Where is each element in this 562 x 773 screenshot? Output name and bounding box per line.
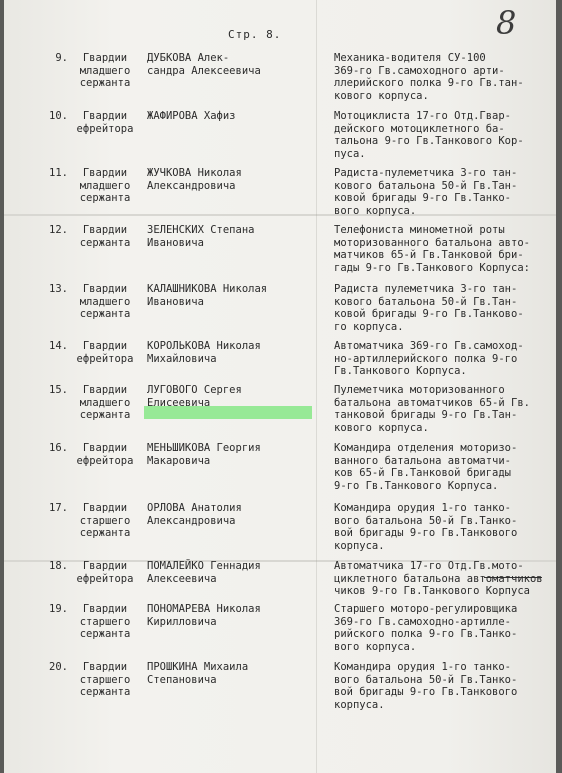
entry-name: ЛУГОВОГО Сергея Елисеевича: [147, 384, 242, 409]
entry-rank: Гвардии младшего сержанта: [79, 283, 131, 320]
handwritten-sheet-number: 8: [496, 4, 517, 42]
entry-name: ЖУЧКОВА Николая Александровича: [147, 167, 242, 192]
entry-position: Телефониста минометной роты моторизованного батальона авто- матчиков 65-й Гв.Танковой бри- гады 9-го Гв.Танкового Корпуса:: [334, 224, 530, 274]
entry-rank: Гвардии ефрейтора: [76, 560, 134, 585]
entry-name: ПОНОМАРЕВА Николая Кирилловича: [147, 603, 261, 628]
entry-rank: Гвардии ефрейтора: [76, 110, 134, 135]
entry-number: 17.: [49, 502, 68, 514]
entry-rank: Гвардии старшего сержанта: [79, 502, 131, 539]
entry-rank: Гвардии младшего сержанта: [79, 384, 131, 421]
entry-position: Автоматчика 369-го Гв.самоход- но-артиллерийского полка 9-го Гв.Танкового Корпуса.: [334, 340, 524, 377]
entry-number: 11.: [49, 167, 68, 179]
entry-number: 18.: [49, 560, 68, 572]
entry-name: ЖАФИРОВА Хафиз: [147, 110, 236, 122]
entry-rank: Гвардии младшего сержанта: [79, 167, 131, 204]
entry-name: ПРОШКИНА Михаила Степановича: [147, 661, 249, 686]
entry-rank: Гвардии младшего сержанта: [79, 52, 131, 89]
entry-rank: Гвардии старшего сержанта: [79, 603, 131, 640]
entry-name: ЗЕЛЕНСКИХ Степана Ивановича: [147, 224, 255, 249]
entry-position: Командира орудия 1-го танко- вого батальона 50-й Гв.Танко- вой бригады 9-го Гв.Танкового корпуса.: [334, 502, 518, 552]
entry-number: 16.: [49, 442, 68, 454]
entry-number: 9.: [55, 52, 68, 64]
entry-position: Механика-водителя СУ-100 369-го Гв.самоходного арти- ллерийского полка 9-го Гв.тан- кового корпуса.: [334, 52, 524, 102]
entry-number: 19.: [49, 603, 68, 615]
entry-name: ОРЛОВА Анатолия Александровича: [147, 502, 242, 527]
entry-name: МЕНЬШИКОВА Георгия Макаровича: [147, 442, 261, 467]
entry-position: Автоматчика 17-го Отд.Гв.мото- циклетного батальона автоматчиков чиков 9-го Гв.Танкового Корпуса: [334, 560, 543, 597]
entry-rank: Гвардии ефрейтора: [76, 340, 134, 365]
entry-position: Командира орудия 1-го танко- вого батальона 50-й Гв.Танко- вой бригады 9-го Гв.Танкового корпуса.: [334, 661, 518, 711]
entry-position: Пулеметчика моторизованного батальона автоматчиков 65-й Гв. танковой бригады 9-го Гв.Тан- кового корпуса.: [334, 384, 530, 434]
entry-name: ПОМАЛЕЙКО Геннадия Алексеевича: [147, 560, 261, 585]
page-header: Стр. 8.: [228, 28, 282, 41]
entry-name: КАЛАШНИКОВА Николая Ивановича: [147, 283, 268, 308]
entry-number: 14.: [49, 340, 68, 352]
entry-position: Командира отделения моторизо- ванного батальона автоматчи- ков 65-й Гв.Танковой бригады 9-го Гв.Танкового Корпуса.: [334, 442, 518, 492]
entry-position: Мотоциклиста 17-го Отд.Гвар- дейского мотоциклетного ба- тальона 9-го Гв.Танкового Кор- пуса.: [334, 110, 524, 160]
entry-rank: Гвардии ефрейтора: [76, 442, 134, 467]
entry-position: Радиста пулеметчика 3-го тан- кового батальона 50-й Гв.Тан- ковой бригады 9-го Гв.Танково- го корпуса.: [334, 283, 524, 333]
entry-rank: Гвардии сержанта: [79, 224, 131, 249]
entry-number: 20.: [49, 661, 68, 673]
entry-name: ДУБКОВА Алек- сандра Алексеевича: [147, 52, 261, 77]
entry-position: Радиста-пулеметчика 3-го тан- кового батальона 50-й Гв.Тан- ковой бригады 9-го Гв.Танко- вого корпуса.: [334, 167, 518, 217]
entry-number: 12.: [49, 224, 68, 236]
entry-number: 10.: [49, 110, 68, 122]
entry-position: Старшего моторо-регулировщика 369-го Гв.самоходно-артилле- рийского полка 9-го Гв.Танко- вого корпуса.: [334, 603, 518, 653]
document-page: [4, 0, 556, 773]
entry-name: КОРОЛЬКОВА Николая Михайловича: [147, 340, 261, 365]
entry-rank: Гвардии старшего сержанта: [79, 661, 131, 698]
entry-number: 13.: [49, 283, 68, 295]
entry-number: 15.: [49, 384, 68, 396]
